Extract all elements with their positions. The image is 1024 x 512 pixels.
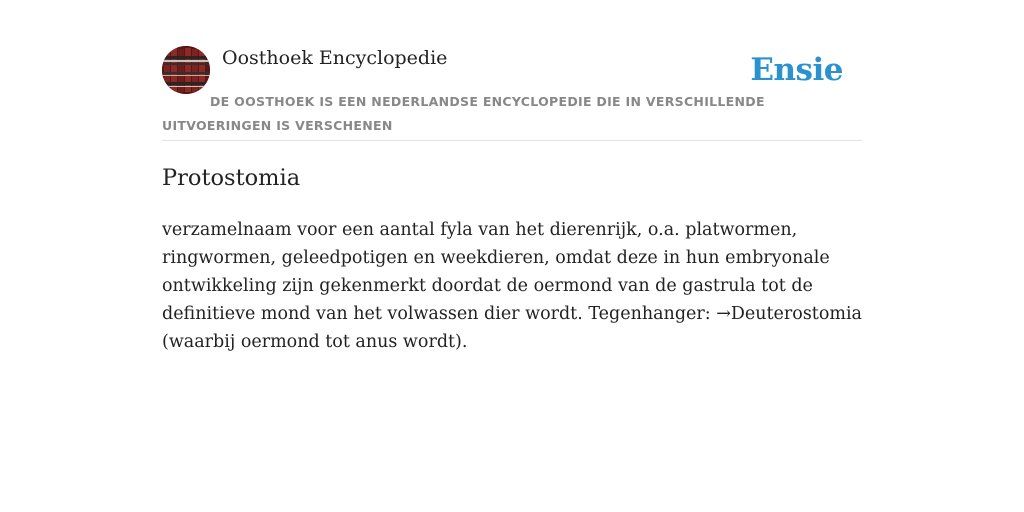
encyclopedia-avatar[interactable] <box>162 46 210 94</box>
article-body-text: verzamelnaam voor een aantal fyla van het dierenrijk, o.a. platwormen, ringwormen, geleedpotigen en weekdieren, omdat deze in hun embryonale ontwikkeling zijn gekenmerkt doordat de oermond van de gastrula tot de definitieve mond van het volwassen dier wordt. Tegenhanger: <box>162 220 830 324</box>
article <box>162 160 862 356</box>
article-title: Protostomia <box>162 165 301 191</box>
site-header <box>162 46 862 141</box>
article-body-text-end: (waarbij oermond tot anus wordt). <box>162 332 468 352</box>
book-spines-icon <box>162 46 210 94</box>
deuterostomia-link[interactable]: →Deuterostomia <box>716 304 862 324</box>
article-body <box>162 216 862 356</box>
brand-logo[interactable]: Ensie <box>750 52 843 88</box>
site-tagline: DE OOSTHOEK IS EEN NEDERLANDSE ENCYCLOPEDIE DIE IN VERSCHILLENDE UITVOERINGEN IS VERSCHENEN <box>162 94 765 133</box>
site-title[interactable]: Oosthoek Encyclopedie <box>222 47 448 69</box>
